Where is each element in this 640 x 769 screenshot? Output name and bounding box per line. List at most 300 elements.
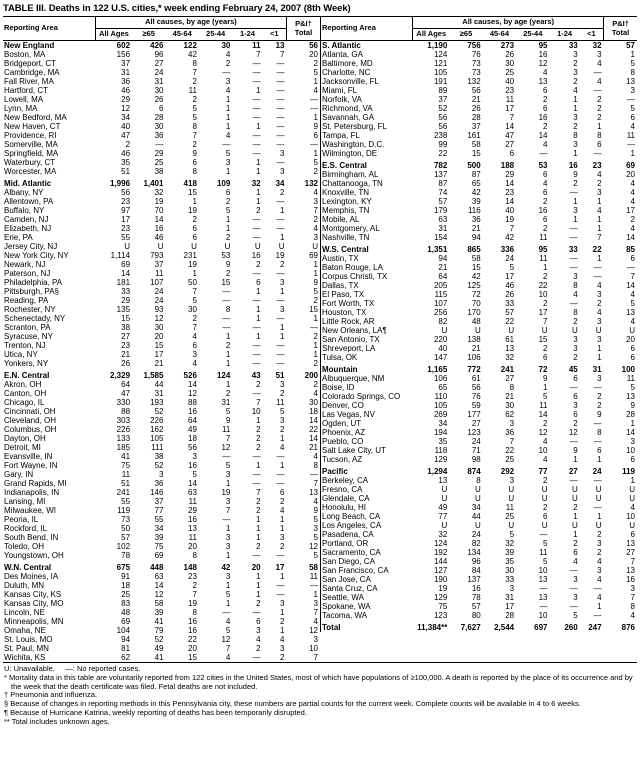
value-cell: 23	[121, 224, 131, 233]
value-cell: 2	[256, 506, 261, 515]
value-cell: 45	[568, 365, 578, 374]
value-cell: 16	[188, 407, 197, 416]
value-cell: 2	[192, 140, 197, 149]
value-cell: 162	[150, 425, 164, 434]
city-row	[321, 95, 638, 104]
pi-total-cell: 1	[313, 113, 318, 122]
pi-total-cell: 2	[313, 296, 318, 305]
value-cell: 16	[188, 626, 197, 635]
value-cell: 34	[471, 503, 481, 512]
col-header-1-24: 1-24	[232, 28, 262, 41]
value-cell: 17	[154, 350, 164, 359]
value-cell: —	[252, 140, 261, 149]
value-cell: 39	[505, 548, 515, 557]
pi-total-cell: 85	[626, 245, 635, 254]
value-cell: —	[252, 470, 261, 479]
reporting-area-cell: Dallas, TX	[322, 281, 359, 290]
value-cell: 1,585	[143, 371, 164, 380]
col-header-1-24: 1-24	[550, 28, 580, 41]
pi-total-cell: 1	[313, 590, 318, 599]
value-cell: 50	[188, 278, 197, 287]
value-cell: 123	[467, 428, 481, 437]
value-cell: U	[595, 485, 602, 494]
value-cell: 2	[597, 392, 602, 401]
pi-total-cell: 5	[630, 299, 635, 308]
value-cell: U	[595, 326, 602, 335]
value-cell: U	[191, 242, 197, 251]
value-cell: 4	[573, 290, 578, 299]
city-row	[321, 410, 638, 419]
value-cell: 17	[275, 563, 285, 572]
value-cell: 1	[256, 158, 261, 167]
reporting-area-cell: Paterson, NJ	[4, 269, 51, 278]
reporting-area-cell: St. Petersburg, FL	[322, 122, 387, 131]
value-cell: 4	[543, 140, 548, 149]
value-cell: 62	[505, 410, 515, 419]
city-row	[321, 122, 638, 131]
value-cell: 4	[597, 308, 602, 317]
value-cell: 782	[433, 161, 448, 170]
city-row	[3, 551, 320, 560]
city-row	[3, 197, 320, 206]
city-row	[3, 50, 320, 59]
city-row	[3, 131, 320, 140]
city-row	[321, 104, 638, 113]
pi-total-cell: 5	[313, 515, 318, 524]
value-cell: 1	[256, 167, 261, 176]
city-row	[321, 290, 638, 299]
value-cell: 25	[154, 158, 164, 167]
city-row	[3, 341, 320, 350]
pi-total-cell: 4	[630, 224, 635, 233]
value-cell: 9	[573, 170, 578, 179]
value-cell: 49	[438, 503, 448, 512]
value-cell: 3	[280, 380, 285, 389]
value-cell: 6	[256, 617, 261, 626]
value-cell: 8	[476, 476, 481, 485]
value-cell: 1	[256, 572, 261, 581]
reporting-area-cell: Tucson, AZ	[322, 455, 363, 464]
value-cell: 11	[539, 401, 548, 410]
pi-total-cell: 20	[309, 50, 318, 59]
value-cell: 4	[597, 206, 602, 215]
col-header-lt1: <1	[580, 28, 604, 41]
pi-total-cell: 9	[313, 506, 318, 515]
value-cell: 1	[225, 113, 231, 122]
value-cell: 13	[188, 524, 197, 533]
value-cell: 1	[225, 104, 231, 113]
value-cell: U	[541, 521, 548, 530]
region-total-row	[321, 158, 638, 170]
value-cell: 19	[154, 197, 164, 206]
city-row	[3, 251, 320, 260]
value-cell: 7	[225, 434, 231, 443]
value-cell: U	[157, 242, 164, 251]
pi-total-cell: 6	[630, 353, 635, 362]
reporting-area-cell: Spokane, WA	[322, 602, 371, 611]
value-cell: 2	[192, 77, 197, 86]
value-cell: 3	[225, 77, 231, 86]
footnote: U: Unavailable. —: No reported cases.	[4, 664, 141, 673]
value-cell: 2	[543, 419, 548, 428]
value-cell: 2	[225, 59, 231, 68]
value-cell: 3	[597, 539, 602, 548]
value-cell: 20	[188, 542, 197, 551]
value-cell: 33	[505, 575, 515, 584]
value-cell: 6	[256, 278, 261, 287]
value-cell: —	[593, 149, 602, 158]
city-row	[321, 215, 638, 224]
pi-total-cell: U	[629, 521, 635, 530]
value-cell: 64	[438, 272, 448, 281]
reporting-area-cell: Long Beach, CA	[322, 512, 381, 521]
reporting-area-cell: San Antonio, TX	[322, 335, 380, 344]
value-cell: 22	[505, 317, 515, 326]
value-cell: U	[541, 326, 548, 335]
value-cell: 7	[192, 287, 197, 296]
value-cell: 132	[467, 77, 481, 86]
pi-total-cell: 30	[309, 398, 318, 407]
city-row	[3, 497, 320, 506]
value-cell: 1	[573, 149, 578, 158]
table-body-right	[321, 41, 638, 633]
col-header-25-44: 25-44	[199, 28, 232, 41]
pi-total-cell: 4	[630, 317, 635, 326]
value-cell: 2	[225, 341, 231, 350]
value-cell: 30	[188, 305, 197, 314]
reporting-area-cell: Berkeley, CA	[322, 476, 369, 485]
value-cell: 14	[188, 380, 197, 389]
value-cell: 4	[225, 617, 231, 626]
table-body-left	[3, 41, 320, 663]
value-cell: 2	[256, 260, 261, 269]
value-cell: 82	[438, 317, 448, 326]
value-cell: 7	[256, 488, 261, 497]
value-cell: 135	[116, 305, 131, 314]
value-cell: 19	[221, 488, 231, 497]
city-row	[3, 113, 320, 122]
value-cell: 6	[192, 233, 197, 242]
value-cell: 1	[225, 581, 231, 590]
value-cell: 72	[471, 290, 481, 299]
value-cell: 40	[505, 77, 515, 86]
reporting-area-cell: Gary, IN	[4, 470, 34, 479]
value-cell: 99	[438, 140, 448, 149]
city-row	[3, 233, 320, 242]
value-cell: 144	[433, 557, 448, 566]
city-row	[321, 512, 638, 521]
city-row	[321, 575, 638, 584]
pi-total-cell: 6	[630, 530, 635, 539]
city-row	[321, 86, 638, 95]
pi-total-cell: 5	[630, 59, 635, 68]
value-cell: 89	[438, 86, 448, 95]
value-cell: 1	[225, 524, 231, 533]
pi-total-cell: 5	[313, 158, 318, 167]
reporting-area-cell: Scranton, PA	[4, 323, 51, 332]
city-row	[321, 455, 638, 464]
city-row	[3, 626, 320, 635]
value-cell: 15	[154, 341, 164, 350]
pi-total-cell: 1	[313, 77, 318, 86]
value-cell: 32	[154, 188, 164, 197]
region-total-row	[321, 41, 638, 51]
value-cell: —	[252, 215, 261, 224]
value-cell: 170	[467, 308, 481, 317]
value-cell: 49	[188, 425, 197, 434]
value-cell: 15	[121, 314, 131, 323]
reporting-area-cell: Knoxville, TN	[322, 188, 369, 197]
value-cell: 25	[505, 512, 515, 521]
value-cell: 3	[256, 626, 261, 635]
value-cell: 78	[471, 593, 481, 602]
value-cell: 30	[154, 323, 164, 332]
city-row	[3, 104, 320, 113]
value-cell: 1	[256, 314, 261, 323]
value-cell: 241	[116, 488, 131, 497]
pi-total-cell: 5	[313, 533, 318, 542]
value-cell: 12	[538, 59, 548, 68]
value-cell: 2	[225, 269, 231, 278]
value-cell: 3	[225, 497, 231, 506]
reporting-area-cell: Albuquerque, NM	[322, 374, 385, 383]
value-cell: 418	[183, 179, 197, 188]
value-cell: 448	[150, 563, 164, 572]
value-cell: —	[276, 95, 285, 104]
value-cell: 2	[280, 617, 285, 626]
value-cell: U	[278, 242, 285, 251]
value-cell: —	[276, 224, 285, 233]
value-cell: 14	[505, 122, 515, 131]
reporting-area-cell: Newark, NJ	[4, 260, 46, 269]
value-cell: —	[276, 215, 285, 224]
value-cell: 1	[597, 254, 602, 263]
value-cell: 87	[438, 179, 448, 188]
value-cell: 756	[467, 41, 481, 50]
value-cell: 43	[251, 371, 261, 380]
value-cell: 28	[471, 113, 481, 122]
value-cell: —	[593, 503, 602, 512]
value-cell: 69	[121, 260, 131, 269]
value-cell: 865	[467, 245, 481, 254]
value-cell: 2	[280, 497, 285, 506]
pi-total-cell: 4	[313, 497, 318, 506]
pi-total-cell: 4	[313, 188, 318, 197]
reporting-area-cell: S. Atlantic	[322, 41, 361, 50]
value-cell: 697	[534, 623, 548, 632]
reporting-area-cell: Indianapolis, IN	[4, 488, 60, 497]
value-cell: 57	[471, 602, 481, 611]
value-cell: 675	[116, 563, 131, 572]
value-cell: 1	[256, 590, 261, 599]
value-cell: 65	[438, 383, 448, 392]
value-cell: 55	[154, 515, 164, 524]
pi-total-cell: 6	[630, 113, 635, 122]
city-row	[3, 359, 320, 368]
value-cell: —	[539, 530, 548, 539]
city-row	[321, 521, 638, 530]
reporting-area-cell: Canton, OH	[4, 389, 47, 398]
reporting-area-cell: Denver, CO	[322, 401, 364, 410]
value-cell: —	[222, 296, 231, 305]
value-cell: 5	[225, 206, 231, 215]
pi-total-cell: 13	[626, 539, 635, 548]
reporting-area-cell: Fort Wayne, IN	[4, 461, 58, 470]
value-cell: 7	[543, 317, 548, 326]
value-cell: U	[441, 494, 448, 503]
value-cell: 31	[121, 68, 131, 77]
value-cell: 21	[438, 263, 448, 272]
value-cell: —	[569, 254, 578, 263]
value-cell: 2	[573, 419, 578, 428]
pi-total-cell: 58	[309, 563, 318, 572]
pi-total-cell: 4	[313, 224, 318, 233]
pi-total-cell: 3	[313, 524, 318, 533]
value-cell: —	[252, 269, 261, 278]
value-cell: 2	[573, 503, 578, 512]
value-cell: 1	[225, 479, 231, 488]
value-cell: —	[276, 113, 285, 122]
value-cell: —	[276, 551, 285, 560]
value-cell: 14	[154, 215, 164, 224]
value-cell: 1	[256, 305, 261, 314]
value-cell: 19	[188, 260, 197, 269]
reporting-area-cell: Buffalo, NY	[4, 206, 45, 215]
reporting-area-cell: Rochester, NY	[4, 305, 56, 314]
value-cell: U	[124, 242, 131, 251]
col-header-reporting-area: Reporting Area	[3, 17, 95, 41]
value-cell: 4	[543, 437, 548, 446]
value-cell: 28	[505, 611, 515, 620]
value-cell: 191	[433, 77, 448, 86]
pi-total-cell: —	[310, 323, 318, 332]
pi-total-cell: —	[627, 263, 635, 272]
value-cell: U	[474, 521, 481, 530]
city-row	[321, 539, 638, 548]
pi-total-cell: —	[310, 581, 318, 590]
value-cell: 3	[573, 335, 578, 344]
city-row	[321, 476, 638, 485]
value-cell: 58	[471, 254, 481, 263]
reporting-area-cell: Lincoln, NE	[4, 608, 45, 617]
value-cell: 21	[471, 95, 481, 104]
pi-total-cell: 3	[630, 86, 635, 95]
value-cell: U	[474, 485, 481, 494]
value-cell: 303	[116, 416, 131, 425]
city-row	[321, 317, 638, 326]
value-cell: 2	[573, 122, 578, 131]
value-cell: 2	[597, 104, 602, 113]
value-cell: 1	[573, 512, 578, 521]
reporting-area-cell: Birmingham, AL	[322, 170, 379, 179]
value-cell: 119	[117, 506, 131, 515]
value-cell: 4	[280, 443, 285, 452]
value-cell: 6	[573, 410, 578, 419]
value-cell: 35	[121, 158, 131, 167]
value-cell: 3	[280, 644, 285, 653]
reporting-area-cell: Lexington, KY	[322, 197, 372, 206]
value-cell: 2	[573, 77, 578, 86]
value-cell: —	[252, 452, 261, 461]
value-cell: 1	[256, 197, 261, 206]
value-cell: 14	[538, 131, 548, 140]
value-cell: 6	[159, 104, 164, 113]
pi-total-cell: 2	[313, 380, 318, 389]
reporting-area-cell: Reading, PA	[4, 296, 49, 305]
city-row	[3, 68, 320, 77]
city-row	[3, 149, 320, 158]
value-cell: 8	[192, 167, 197, 176]
value-cell: 4	[597, 593, 602, 602]
value-cell: 193	[150, 398, 164, 407]
value-cell: 5	[543, 392, 548, 401]
value-cell: 17	[538, 308, 548, 317]
reporting-area-cell: Phoenix, AZ	[322, 428, 366, 437]
value-cell: 16	[251, 251, 261, 260]
pi-total-cell: 69	[309, 251, 318, 260]
value-cell: 14	[121, 269, 131, 278]
value-cell: 15	[221, 278, 231, 287]
value-cell: 1	[256, 416, 261, 425]
region-total-row	[3, 560, 320, 572]
value-cell: 6	[543, 512, 548, 521]
reporting-area-cell: Cambridge, MA	[4, 68, 60, 77]
value-cell: U	[508, 485, 515, 494]
value-cell: 29	[121, 95, 131, 104]
value-cell: —	[593, 419, 602, 428]
pi-total-cell: 1	[630, 50, 635, 59]
value-cell: 4	[573, 557, 578, 566]
value-cell: 1,165	[427, 365, 448, 374]
value-cell: 30	[505, 401, 515, 410]
value-cell: 11	[222, 425, 231, 434]
value-cell: 1	[280, 233, 285, 242]
value-cell: 2	[543, 95, 548, 104]
value-cell: 37	[121, 59, 131, 68]
value-cell: 58	[471, 140, 481, 149]
reporting-area-cell: Chicago, IL	[4, 398, 45, 407]
value-cell: 33	[505, 299, 515, 308]
value-cell: —	[593, 86, 602, 95]
value-cell: 56	[438, 113, 448, 122]
value-cell: 1	[573, 197, 578, 206]
pi-total-cell: 13	[626, 392, 635, 401]
value-cell: 57	[438, 197, 448, 206]
pi-total-cell: 8	[313, 461, 318, 470]
value-cell: 1	[573, 455, 578, 464]
value-cell: —	[222, 608, 231, 617]
value-cell: 133	[116, 434, 131, 443]
value-cell: 154	[433, 233, 448, 242]
value-cell: —	[276, 140, 285, 149]
value-cell: 94	[471, 233, 481, 242]
city-row	[3, 488, 320, 497]
value-cell: —	[276, 68, 285, 77]
value-cell: 4	[280, 506, 285, 515]
city-row	[321, 170, 638, 179]
value-cell: 137	[467, 575, 481, 584]
reporting-area-cell: Montgomery, AL	[322, 224, 380, 233]
reporting-area-cell: Santa Cruz, CA	[322, 584, 378, 593]
city-row	[3, 452, 320, 461]
value-cell: 4	[256, 635, 261, 644]
value-cell: 22	[188, 635, 197, 644]
value-cell: 24	[154, 296, 164, 305]
value-cell: 73	[471, 68, 481, 77]
city-row	[3, 158, 320, 167]
city-row	[3, 617, 320, 626]
value-cell: 38	[154, 452, 164, 461]
